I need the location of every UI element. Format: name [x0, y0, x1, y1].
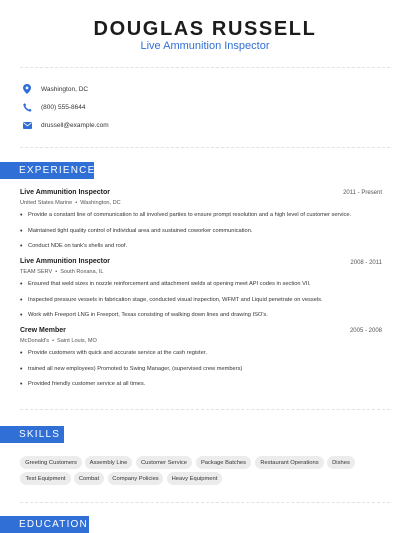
divider [20, 502, 390, 503]
job-dates: 2008 - 2011 [350, 260, 382, 266]
envelope-icon [22, 120, 32, 130]
job-company-line: McDonald's • Saint Louis, MO [20, 338, 97, 344]
location-text: Washington, DC [41, 85, 89, 93]
skill-tag: Test Equipment [20, 472, 71, 485]
section-heading-experience: EXPERIENCE [0, 162, 94, 179]
list-item: • Provide a constant line of communication to all involved parties to ensure prompt resolution and a high level of customer service. [20, 212, 352, 219]
map-pin-icon [22, 84, 32, 94]
phone-icon [22, 102, 32, 112]
divider [20, 67, 390, 68]
skill-tag: Greeting Customers [20, 456, 82, 469]
list-item: • Conduct NDE on tank's shells and roof. [20, 243, 128, 250]
skill-tag: Restaurant Operations [255, 456, 324, 469]
contact-location [22, 82, 88, 96]
list-item: • Inspected pressure vessels in fabrication stage, conducted visual inspection, WFMT and Liquid penetrate on vessels. [20, 297, 323, 304]
skill-tag: Company Policies [108, 472, 163, 485]
job-company: McDonald's [20, 338, 50, 344]
list-item: • Ensured that weld sizes in nozzle reinforcement and attachment welds at opening meet API codes in section VII. [20, 281, 311, 288]
job-location: Saint Louis, MO [57, 338, 97, 344]
job-company: TEAM SERV [20, 269, 53, 275]
contact-phone [22, 100, 85, 114]
skill-tag: Assembly Line [85, 456, 132, 469]
candidate-name: DOUGLAS RUSSELL [93, 18, 317, 40]
list-item: • trained all new employees) Promoted to Swing Manager, (supervised crew members) [20, 366, 243, 373]
job-company-line: TEAM SERV • South Roxana, IL [20, 269, 104, 275]
job-location: Washington, DC [80, 200, 121, 206]
candidate-title: Live Ammunition Inspector [140, 40, 270, 52]
list-item: • Provide customers with quick and accurate service at the cash register. [20, 350, 207, 357]
skill-tag: Customer Service [136, 456, 192, 469]
divider [20, 147, 390, 148]
section-heading-skills: SKILLS [0, 426, 64, 443]
list-item: • Maintained tight quality control of individual area and sustained coworker communication. [20, 228, 253, 235]
job-dates: 2011 - Present [343, 190, 382, 196]
job-company-line: United States Marine • Washington, DC [20, 200, 121, 206]
email-text: drussell@example.com [41, 121, 109, 129]
job-dates: 2005 - 2008 [349, 328, 382, 334]
phone-text: (800) 555-8644 [41, 103, 86, 111]
skill-tag: Dishes [327, 456, 355, 469]
contact-email [22, 118, 109, 132]
skill-tag: Package Batches [196, 456, 251, 469]
skill-tag: Heavy Equipment [167, 472, 222, 485]
job-title: Crew Member [20, 327, 66, 334]
list-item: • Provided friendly customer service at all times. [20, 381, 146, 388]
section-heading-education: EDUCATION [0, 516, 89, 533]
skill-tag: Combat [74, 472, 104, 485]
job-title: Live Ammunition Inspector [20, 258, 110, 265]
divider [20, 409, 390, 410]
job-location: South Roxana, IL [60, 269, 104, 275]
job-title: Live Ammunition Inspector [20, 189, 110, 196]
job-company: United States Marine [20, 200, 73, 206]
list-item: • Work with Freeport LNG in Freeport, Texas consisting of walking down lines and drawing ISO's. [20, 312, 268, 319]
